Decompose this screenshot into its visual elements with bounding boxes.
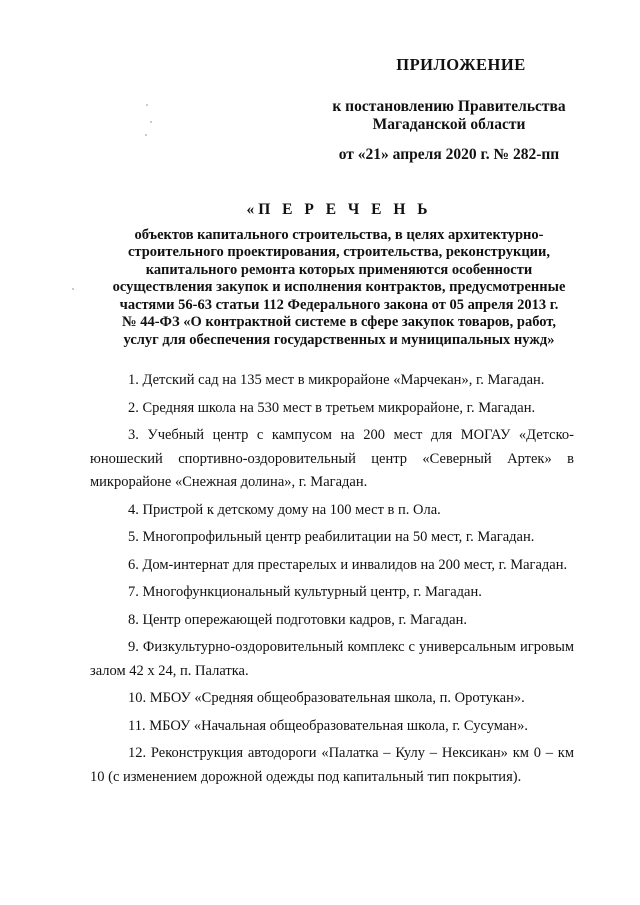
list-item: 3. Учебный центр с кампусом на 200 мест для МОГАУ «Детско-юношеский спортивно-оздоровительный центр «Северный Артек» в микрорайоне «Снежная долина», г. Магадан. xyxy=(90,427,574,490)
heading-line: объектов капитального строительства, в целях архитектурно- xyxy=(134,226,544,243)
scan-speck xyxy=(146,104,148,106)
list-item: 10. МБОУ «Средняя общеобразовательная школа, п. Оротукан». xyxy=(128,690,525,706)
appendix-block xyxy=(318,56,580,164)
appendix-date: от «21» апреля 2020 г. № 282-пп xyxy=(338,146,560,163)
list-item: 12. Реконструкция автодороги «Палатка – Кулу – Нексикан» км 0 – км 10 (с изменением дорожной одежды под капитальный тип покрытия). xyxy=(90,745,574,785)
scan-speck xyxy=(150,121,152,123)
heading-line: услуг для обеспечения государственных и муниципальных нужд» xyxy=(123,331,555,348)
object-list xyxy=(90,369,574,793)
heading-line: строительного проектирования, строительства, реконструкции, xyxy=(127,244,551,260)
heading-line: частями 56-63 статьи 112 Федерального закона от 05 апреля 2013 г. xyxy=(119,296,559,313)
appendix-resolution-line: к постановлению Правительства xyxy=(332,98,566,115)
list-item: 7. Многофункциональный культурный центр, г. Магадан. xyxy=(128,584,482,600)
appendix-region-line: Магаданской области xyxy=(372,116,526,133)
list-title: «П Е Р Е Ч Е Н Ь xyxy=(246,201,432,218)
heading-line: капитального ремонта которых применяются особенности xyxy=(145,261,533,278)
appendix-title: ПРИЛОЖЕНИЕ xyxy=(396,55,526,74)
list-item: 1. Детский сад на 135 мест в микрорайоне «Марчекан», г. Магадан. xyxy=(128,372,545,388)
list-item: 5. Многопрофильный центр реабилитации на 50 мест, г. Магадан. xyxy=(128,529,535,545)
list-item: 2. Средняя школа на 530 мест в третьем микрорайоне, г. Магадан. xyxy=(128,399,536,416)
list-item: 9. Физкультурно-оздоровительный комплекс с универсальным игровым залом 42 х 24, п. Палатка. xyxy=(90,639,574,679)
list-item: 6. Дом-интернат для престарелых и инвалидов на 200 мест, г. Магадан. xyxy=(128,556,568,573)
list-item: 4. Пристрой к детскому дому на 100 мест в п. Ола. xyxy=(128,501,441,518)
heading-line: осуществления закупок и исполнения контрактов, предусмотренные xyxy=(112,279,566,295)
scan-speck xyxy=(72,288,74,290)
list-item: 8. Центр опережающей подготовки кадров, г. Магадан. xyxy=(128,611,467,628)
list-heading xyxy=(96,201,582,349)
scan-speck xyxy=(145,134,147,136)
heading-line: № 44-ФЗ «О контрактной системе в сфере закупок товаров, работ, xyxy=(122,314,556,330)
list-item: 11. МБОУ «Начальная общеобразовательная школа, г. Сусуман». xyxy=(128,717,528,734)
